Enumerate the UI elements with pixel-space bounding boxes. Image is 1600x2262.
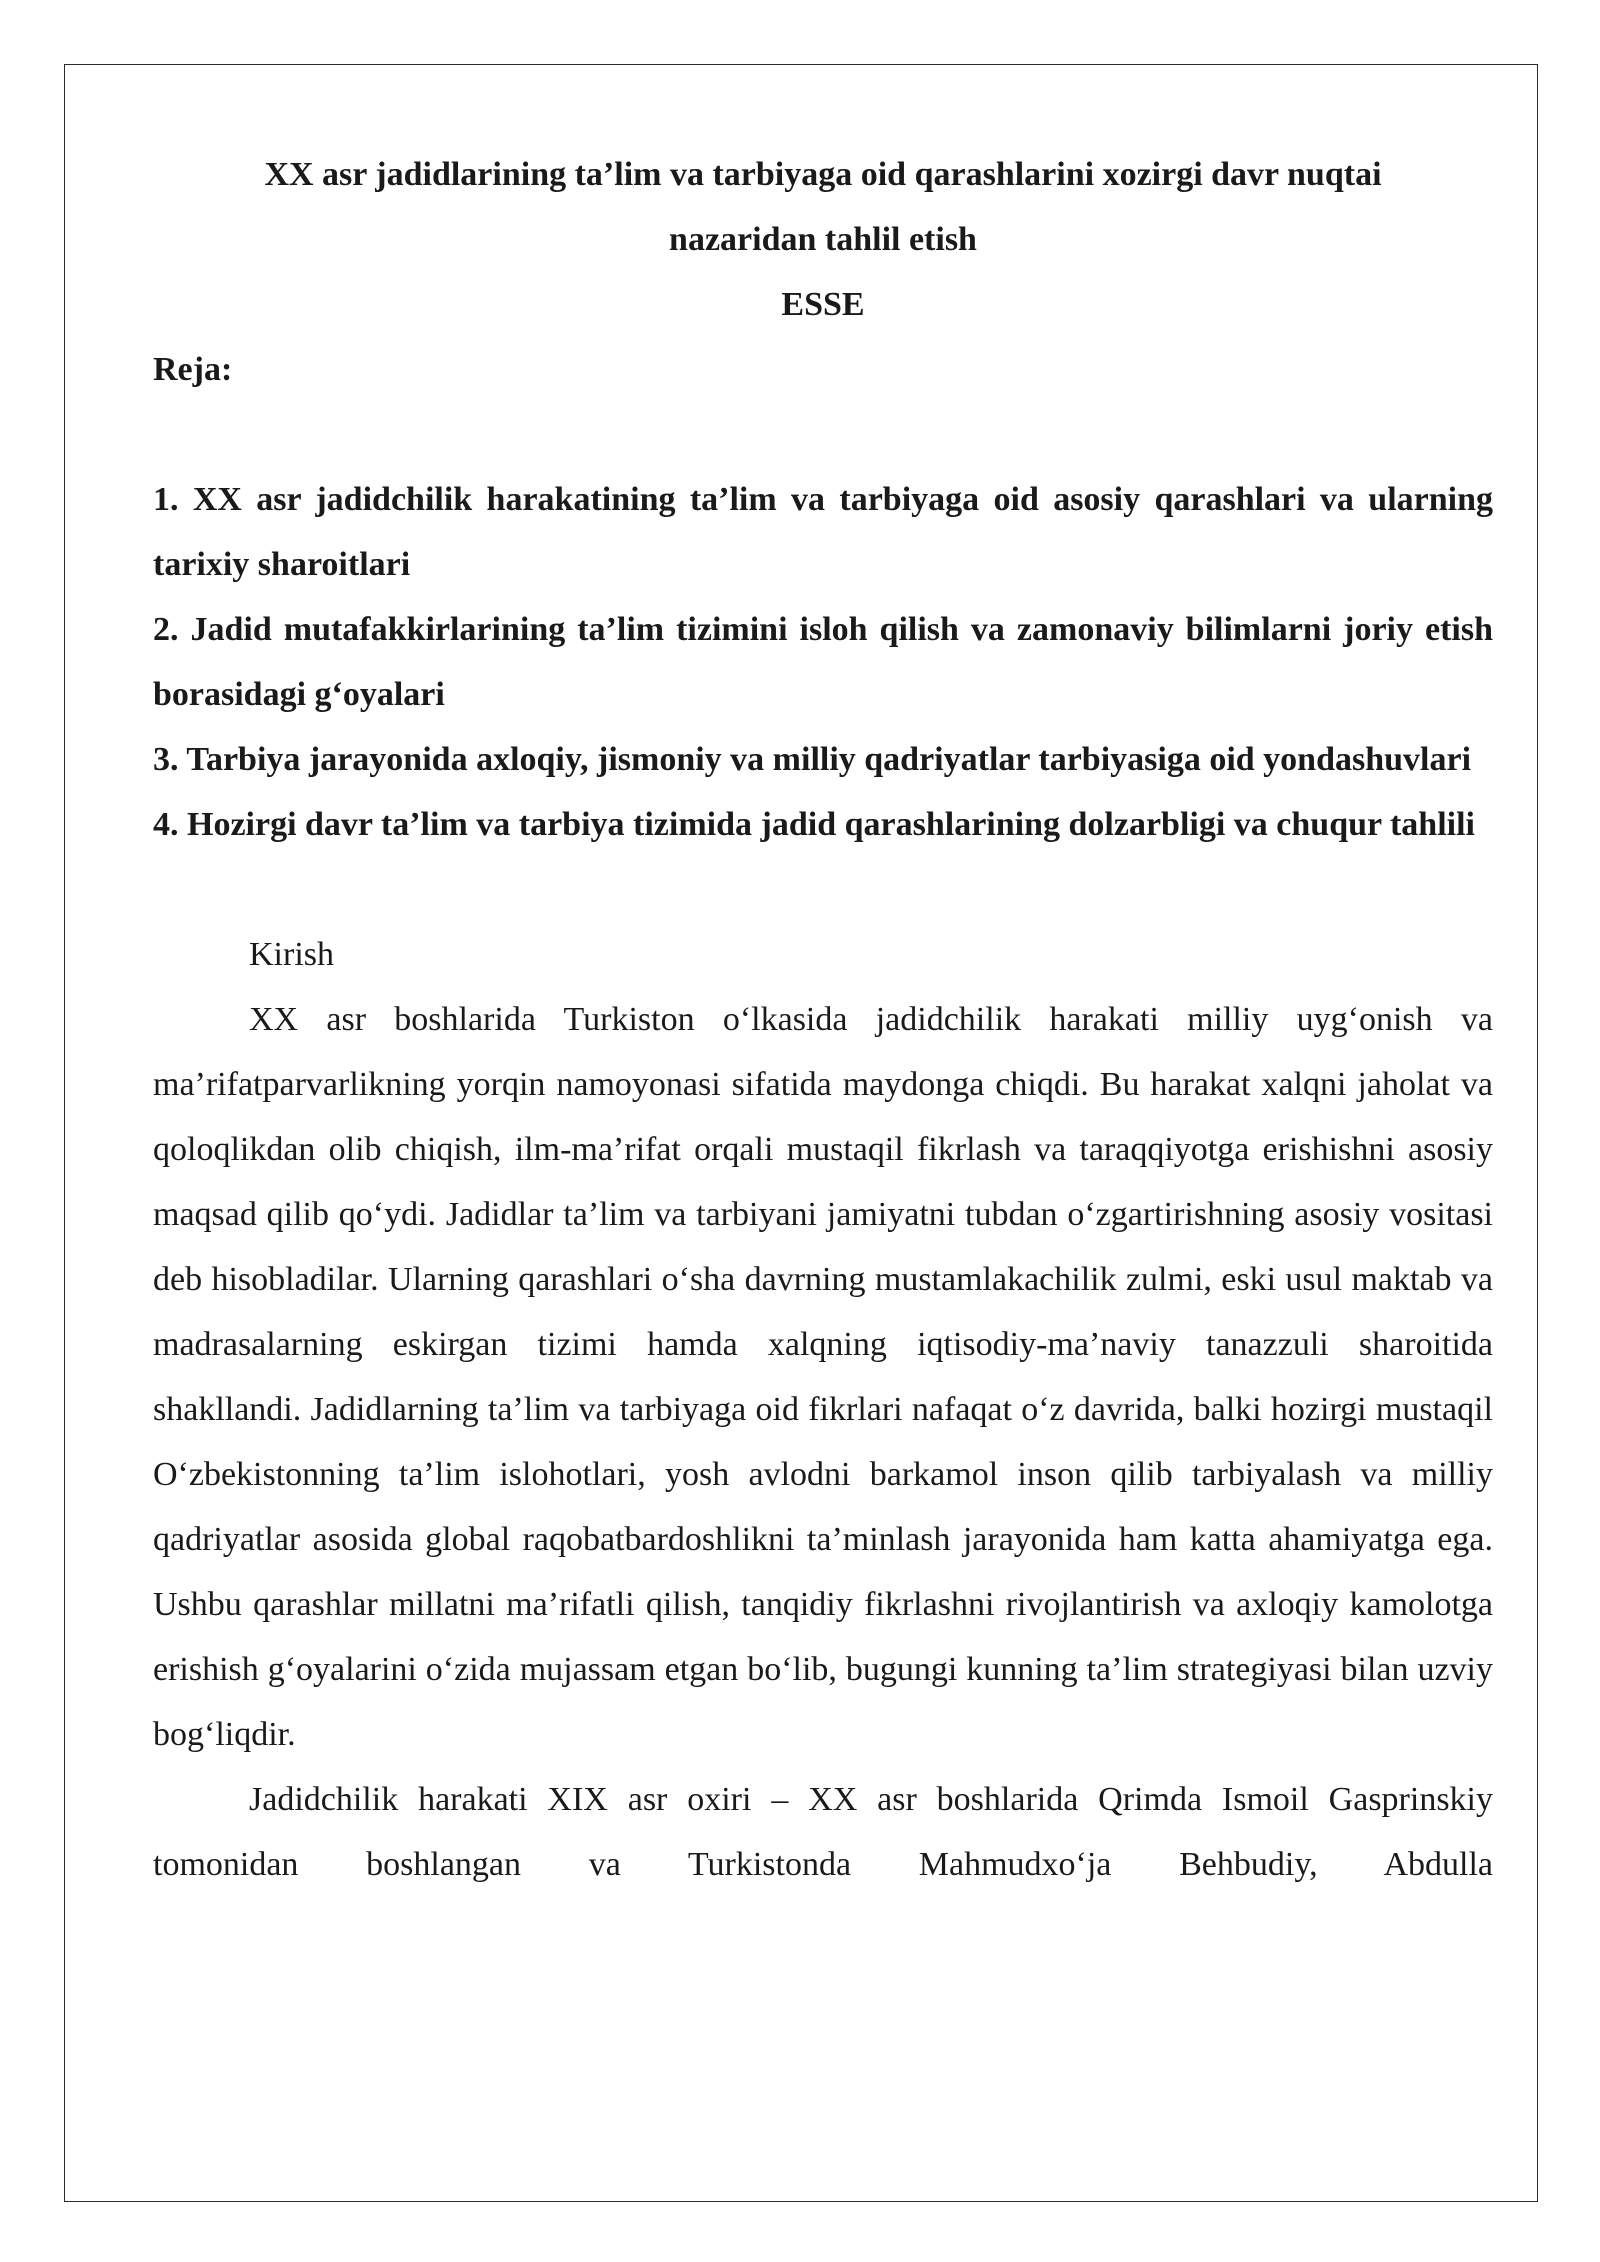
- plan-item-2: 2. Jadid mutafakkirlarining ta’lim tizimini isloh qilish va zamonaviy bilimlarni joriy etish borasidagi g‘oyalari: [153, 611, 1493, 713]
- document-body: [153, 142, 1493, 1897]
- plan-heading: Reja:: [153, 351, 233, 388]
- intro-paragraph-1: XX asr boshlarida Turkiston o‘lkasida jadidchilik harakati milliy uyg‘onish va ma’rifatparvarlikning yorqin namoyonasi sifatida maydonga chiqdi. Bu harakat xalqni jaholat va qoloqlikdan olib chiqish, ilm-ma’rifat orqali mustaqil fikrlash va taraqqiyotga erishishni asosiy maqsad qilib qo‘ydi. Jadidlar ta’lim va tarbiyani jamiyatni tubdan o‘zgartirishning asosiy vositasi deb hisobladilar. Ularning qarashlari o‘sha davrning mustamlakachilik zulmi, eski usul maktab va madrasalarning eskirgan tizimi hamda xalqning iqtisodiy-ma’naviy tanazzuli sharoitida shakllandi. Jadidlarning ta’lim va tarbiyaga oid fikrlari nafaqat o‘z davrida, balki hozirgi mustaqil O‘zbekistonning ta’lim islohotlari, yosh avlodni barkamol inson qilib tarbiyalash va milliy qadriyatlar asosida global raqobatbardoshlikni ta’minlash jarayonida ham katta ahamiyatga ega. Ushbu qarashlar millatni ma’rifatli qilish, tanqidiy fikrlashni rivojlantirish va axloqiy kamolotga erishish g‘oyalarini o‘zida mujassam etgan bo‘lib, bugungi kunning ta’lim strategiyasi bilan uzviy bog‘liqdir.: [153, 1001, 1493, 1753]
- plan-item-3: 3. Tarbiya jarayonida axloqiy, jismoniy va milliy qadriyatlar tarbiyasiga oid yondashuvlari: [153, 741, 1472, 778]
- title-line-2: nazaridan tahlil etish: [669, 221, 977, 258]
- plan-list: [153, 467, 1493, 857]
- intro-heading: Kirish: [249, 936, 334, 973]
- intro-paragraph-2: Jadidchilik harakati XIX asr oxiri – XX asr boshlarida Qrimda Ismoil Gasprinskiy tomonidan boshlangan va Turkistonda Mahmudxo‘ja Behbudiy, Abdulla: [153, 1781, 1493, 1883]
- title-line-1: XX asr jadidlarining ta’lim va tarbiyaga oid qarashlarini xozirgi davr nuqtai: [264, 156, 1382, 193]
- document-title: [153, 142, 1493, 272]
- document-subtitle: ESSE: [781, 286, 865, 323]
- plan-item-4: 4. Hozirgi davr ta’lim va tarbiya tizimida jadid qarashlarining dolzarbligi va chuqur tahlili: [153, 806, 1475, 843]
- plan-item-1: 1. XX asr jadidchilik harakatining ta’lim va tarbiyaga oid asosiy qarashlari va ularning tarixiy sharoitlari: [153, 481, 1493, 583]
